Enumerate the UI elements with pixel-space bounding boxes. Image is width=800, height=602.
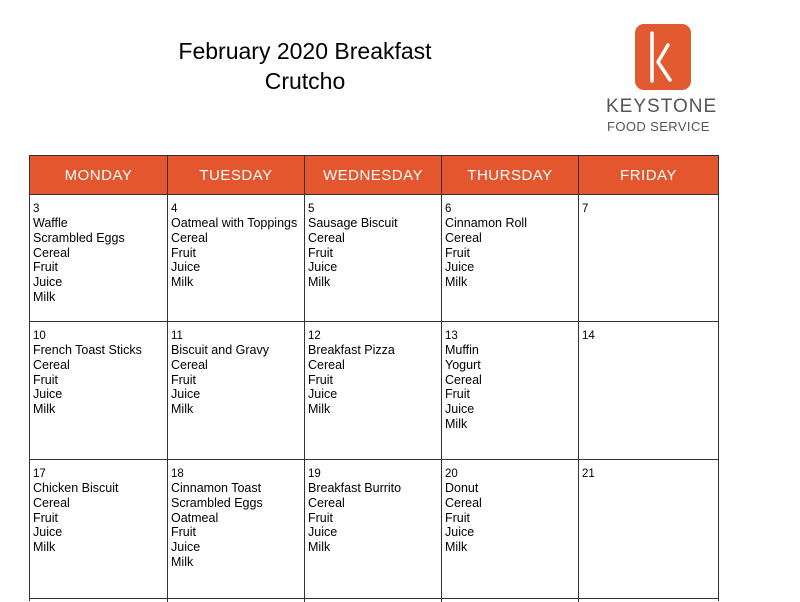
day-date: 5: [308, 203, 315, 215]
menu-item: Fruit: [33, 510, 58, 525]
day-cell: [168, 460, 305, 598]
day-cell: [579, 195, 718, 321]
menu-item: Cinnamon Roll: [445, 216, 527, 230]
header-friday: FRIDAY: [620, 166, 677, 184]
menu-item: Milk: [171, 554, 194, 569]
menu-item: Juice: [445, 525, 475, 540]
week-row: [30, 459, 718, 598]
week-row: [30, 321, 718, 459]
k-logo-icon: [635, 24, 691, 90]
day-cell: [579, 322, 718, 459]
menu-item: Milk: [308, 540, 331, 555]
header-tuesday: TUESDAY: [168, 156, 305, 194]
menu-item: Milk: [445, 540, 468, 555]
menu-item: Cereal: [33, 357, 70, 372]
week-row: [30, 194, 718, 321]
day-date: 4: [171, 203, 178, 215]
day-cell: [305, 195, 442, 321]
menu-item: Chicken Biscuit: [33, 481, 119, 495]
header-monday: MONDAY: [30, 156, 168, 194]
day-cell: [168, 195, 305, 321]
keystone-logo: [635, 24, 691, 90]
day-date: 10: [33, 330, 46, 342]
day-cell: [30, 195, 168, 321]
menu-item: Juice: [33, 275, 63, 290]
day-date: 13: [445, 330, 458, 342]
menu-item: Fruit: [308, 510, 333, 525]
brand-subtitle: FOOD SERVICE: [607, 119, 710, 134]
menu-item: Oatmeal: [171, 510, 219, 525]
menu-item: Waffle: [33, 216, 68, 230]
menu-item: Milk: [445, 275, 468, 290]
menu-item: Cereal: [33, 245, 70, 260]
menu-item: Cereal: [445, 372, 482, 387]
menu-item: Cereal: [308, 357, 345, 372]
header-wednesday: WEDNESDAY: [305, 156, 442, 194]
menu-calendar: [29, 155, 719, 601]
menu-item: Breakfast Pizza: [308, 343, 395, 357]
menu-item: Milk: [308, 275, 331, 290]
day-date: 14: [582, 330, 595, 342]
menu-item: Milk: [33, 289, 56, 304]
menu-item: Cereal: [445, 495, 482, 510]
day-date: 12: [308, 330, 321, 342]
menu-item: Breakfast Burrito: [308, 481, 402, 495]
day-cell: [579, 460, 718, 598]
menu-item: Cereal: [171, 230, 208, 245]
day-cell: [442, 195, 579, 321]
menu-item: Cereal: [308, 230, 345, 245]
menu-item: Milk: [308, 402, 331, 417]
title-line-1: February 2020 Breakfast: [178, 38, 432, 64]
menu-item: Yogurt: [445, 357, 481, 372]
day-cell: [442, 322, 579, 459]
menu-item: Juice: [33, 387, 63, 402]
day-date: 18: [171, 468, 184, 480]
header-thursday: THURSDAY: [442, 156, 579, 194]
menu-item: Oatmeal with Toppings: [171, 216, 298, 230]
week-row-partial: [30, 598, 718, 602]
day-cell: [30, 460, 168, 598]
menu-item: Juice: [171, 540, 201, 555]
day-cell: [305, 460, 442, 598]
menu-item: Juice: [171, 260, 201, 275]
menu-item: Fruit: [445, 510, 470, 525]
day-cell: [168, 322, 305, 459]
day-date: 17: [33, 468, 46, 480]
day-date: 7: [582, 203, 589, 215]
menu-item: Fruit: [308, 372, 333, 387]
menu-item: Milk: [171, 275, 194, 290]
menu-item: Scrambled Eggs: [171, 495, 263, 510]
menu-item: Juice: [445, 402, 475, 417]
menu-item: Juice: [308, 260, 338, 275]
menu-item: Milk: [445, 416, 468, 431]
menu-item: Biscuit and Gravy: [171, 343, 269, 357]
day-date: 19: [308, 468, 321, 480]
day-cell: [442, 460, 579, 598]
menu-item: Fruit: [445, 245, 470, 260]
day-cell: [30, 322, 168, 459]
day-date: 20: [445, 468, 458, 480]
menu-item: Fruit: [171, 245, 196, 260]
menu-item: Fruit: [33, 260, 58, 275]
menu-item: Juice: [445, 260, 475, 275]
menu-item: Fruit: [33, 372, 58, 387]
menu-item: Cereal: [171, 357, 208, 372]
weekday-header-row: [30, 156, 718, 194]
menu-item: French Toast Sticks: [33, 343, 142, 357]
menu-item: Cereal: [33, 495, 70, 510]
menu-item: Juice: [308, 387, 338, 402]
day-cell: [305, 322, 442, 459]
menu-item: Juice: [171, 387, 201, 402]
brand-name: KEYSTONE: [606, 96, 718, 117]
menu-item: Fruit: [308, 245, 333, 260]
page-title: [140, 36, 470, 96]
menu-item: Scrambled Eggs: [33, 230, 125, 245]
day-date: 21: [582, 468, 595, 480]
menu-item: Milk: [33, 402, 56, 417]
menu-item: Fruit: [171, 372, 196, 387]
day-date: 6: [445, 203, 452, 215]
menu-item: Fruit: [171, 525, 196, 540]
day-date: 11: [171, 330, 183, 342]
menu-item: Cinnamon Toast: [171, 481, 262, 495]
menu-item: Muffin: [445, 343, 479, 357]
menu-item: Milk: [33, 540, 56, 555]
menu-item: Fruit: [445, 387, 470, 402]
menu-item: Juice: [33, 525, 63, 540]
menu-item: Donut: [445, 481, 479, 495]
menu-item: Cereal: [445, 230, 482, 245]
menu-item: Sausage Biscuit: [308, 216, 398, 230]
day-date: 3: [33, 203, 40, 215]
title-line-2: Crutcho: [264, 68, 346, 94]
menu-item: Juice: [308, 525, 338, 540]
menu-item: Milk: [171, 402, 194, 417]
menu-item: Cereal: [308, 495, 345, 510]
